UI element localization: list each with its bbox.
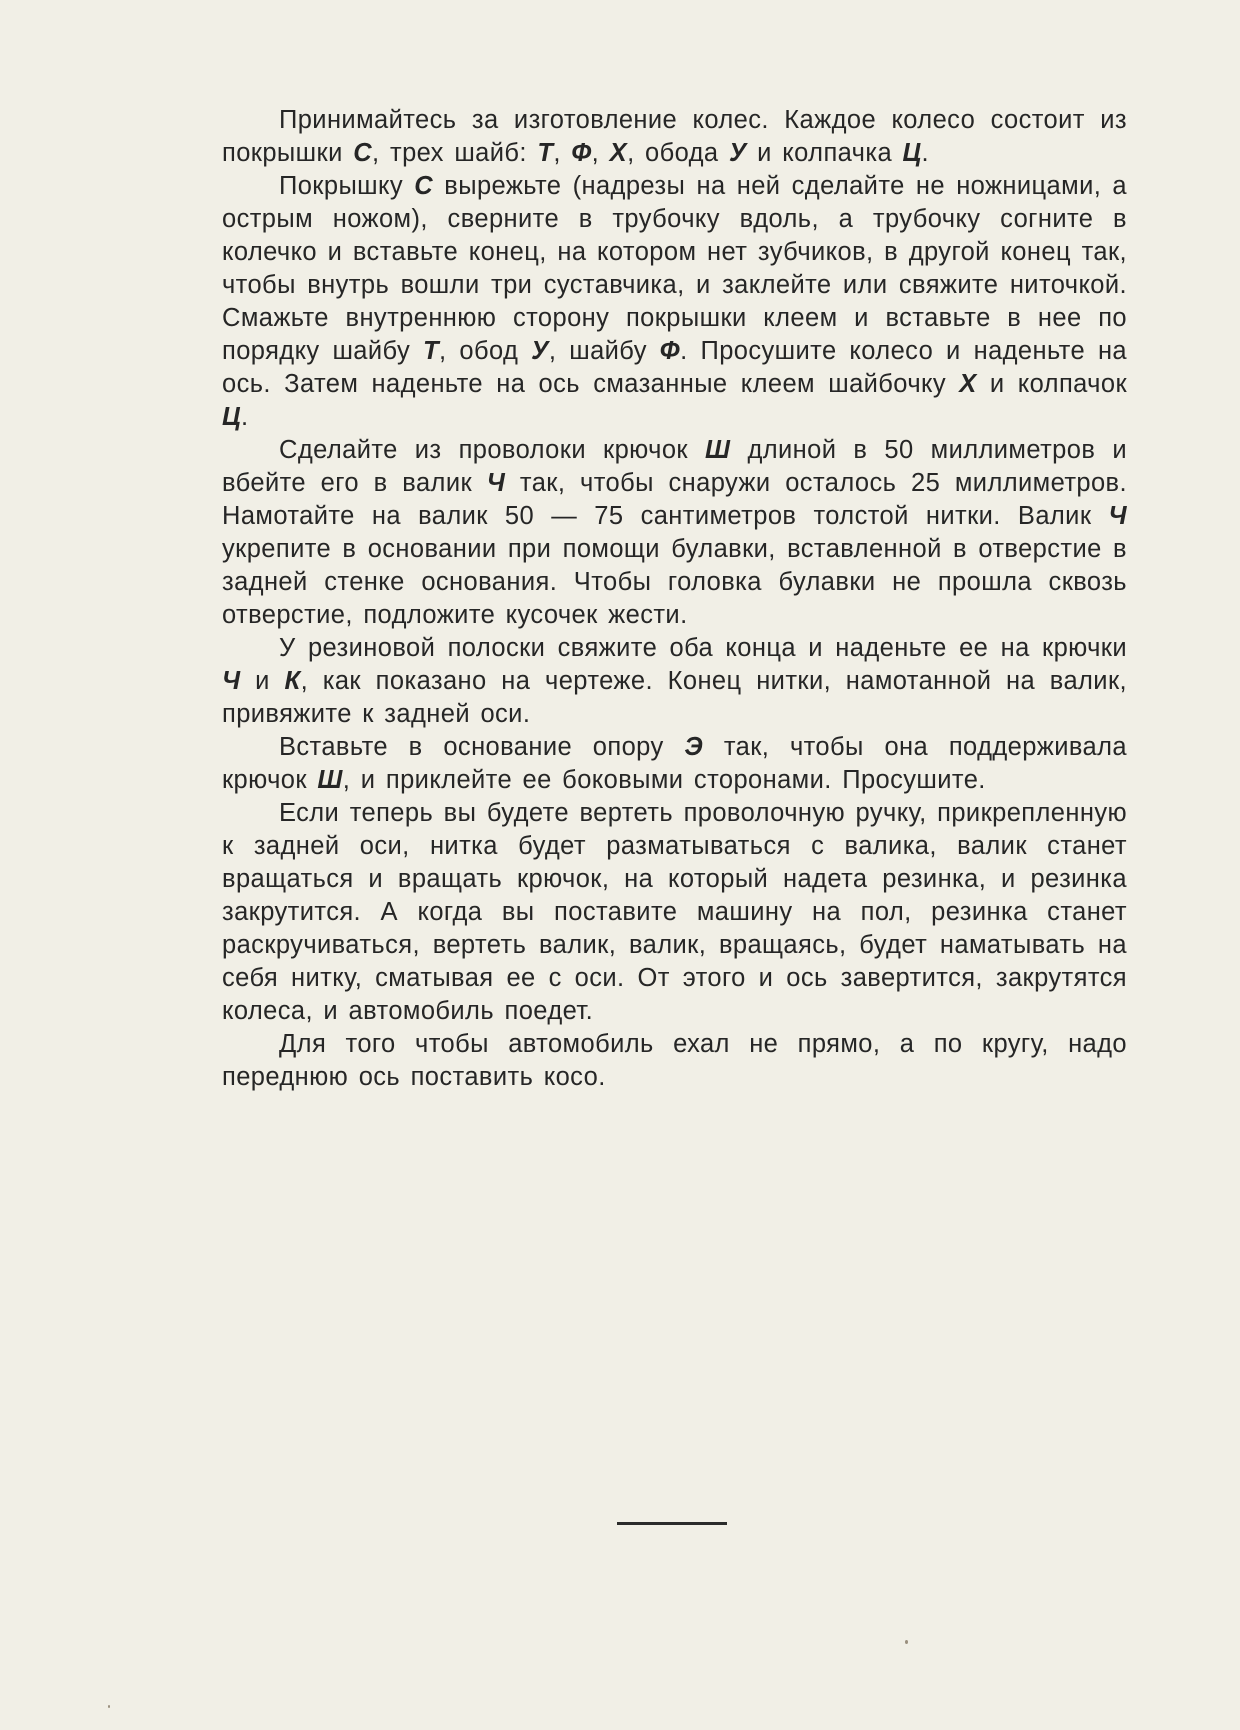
text-run: ,: [591, 139, 610, 167]
text-run: Принимайтесь за изготовление колес. Каждое колесо состоит из покрышки: [222, 106, 1127, 167]
text-run: , и приклейте ее боковыми сторонами. Просушите.: [342, 766, 986, 794]
part-letter: Ч: [222, 667, 241, 695]
text-run: укрепите в основании при помощи булавки, вставленной в отверстие в задней стенке основания. Чтобы головка булавки не прошла сквозь отверстие, подложите кусочек жести.: [222, 535, 1127, 629]
text-run: так, чтобы снаружи осталось 25 миллиметров. Намотайте на валик 50 — 75 сантиметров толстой нитки. Валик: [222, 469, 1127, 530]
part-letter: Т: [537, 139, 554, 167]
text-run: ,: [553, 139, 572, 167]
paper-speck: [905, 1640, 908, 1644]
part-letter: Ф: [571, 139, 592, 167]
paragraph-tire: [222, 170, 1127, 434]
text-run: Вставьте в основание опору: [279, 733, 685, 761]
text-run: , шайбу: [548, 337, 660, 365]
text-run: и: [240, 667, 285, 695]
text-run: и колпачка: [746, 139, 903, 167]
paragraph-winding: [222, 797, 1127, 1028]
section-divider: [617, 1522, 727, 1525]
part-letter: Ч: [1108, 502, 1127, 530]
text-run: Покрышку: [279, 172, 415, 200]
part-letter: Ф: [659, 337, 681, 365]
part-letter: Ш: [705, 436, 731, 464]
text-run: Если теперь вы будете вертеть проволочную ручку, прикрепленную к задней оси, нитка будет разматываться с валика, валик станет вращаться и вращать крючок, на который надета резинка, и резинка закрутится. А когда вы поставите машину на пол, резинка станет раскручиваться, вертеть валик, валик, вращаясь, будет наматывать на себя нитку, сматывая ее с оси. От этого и ось завертится, закрутятся колеса, и автомобиль поедет.: [222, 799, 1127, 1025]
text-run: вырежьте (надрезы на ней сделайте не ножницами, а острым ножом), сверните в трубочку вдоль, а трубочку согните в колечко и вставьте конец, на котором нет зубчиков, в другой конец так, чтобы внутрь вошли три суставчика, и заклейте или свяжите ниточкой. Смажьте внутреннюю сторону покрышки клеем и вставьте в нее по порядку шайбу: [222, 172, 1127, 365]
part-letter: Ц: [902, 139, 922, 167]
text-run: Сделайте из проволоки крючок: [279, 436, 706, 464]
text-run: так, чтобы она поддерживала крючок: [222, 733, 1127, 794]
paper-speck: [108, 1705, 110, 1708]
part-letter: С: [414, 172, 434, 200]
text-run: У резиновой полоски свяжите оба конца и наденьте ее на крючки: [279, 634, 1127, 662]
text-run: , трех шайб:: [372, 139, 538, 167]
paragraph-circle: [222, 1028, 1127, 1094]
part-letter: Ц: [222, 403, 241, 431]
part-letter: Э: [684, 733, 704, 761]
text-run: длиной в 50 миллиметров и вбейте его в валик: [222, 436, 1127, 497]
part-letter: У: [531, 337, 549, 365]
part-letter: Ч: [486, 469, 506, 497]
text-run: .: [921, 139, 930, 167]
part-letter: С: [353, 139, 373, 167]
paragraph-wheels: [222, 104, 1127, 170]
body-text: [222, 104, 1127, 1094]
part-letter: Т: [423, 337, 440, 365]
part-letter: У: [729, 139, 747, 167]
paragraph-hook: [222, 434, 1127, 632]
text-run: . Просушите колесо и наденьте на ось. Затем наденьте на ось смазанные клеем шайбочку: [222, 337, 1128, 398]
text-run: и колпачок: [976, 370, 1127, 398]
part-letter: Ш: [317, 766, 343, 794]
text-run: , обода: [627, 139, 730, 167]
paragraph-support: [222, 731, 1127, 797]
text-run: .: [241, 403, 249, 431]
paragraph-rubber-band: [222, 632, 1127, 731]
text-run: , обод: [439, 337, 532, 365]
part-letter: К: [284, 667, 301, 695]
text-run: , как показано на чертеже. Конец нитки, намотанной на валик, привяжите к задней оси.: [222, 667, 1127, 728]
text-run: Для того чтобы автомобиль ехал не прямо, а по кругу, надо переднюю ось поставить косо.: [222, 1030, 1127, 1091]
part-letter: Х: [609, 139, 628, 167]
part-letter: Х: [959, 370, 977, 398]
